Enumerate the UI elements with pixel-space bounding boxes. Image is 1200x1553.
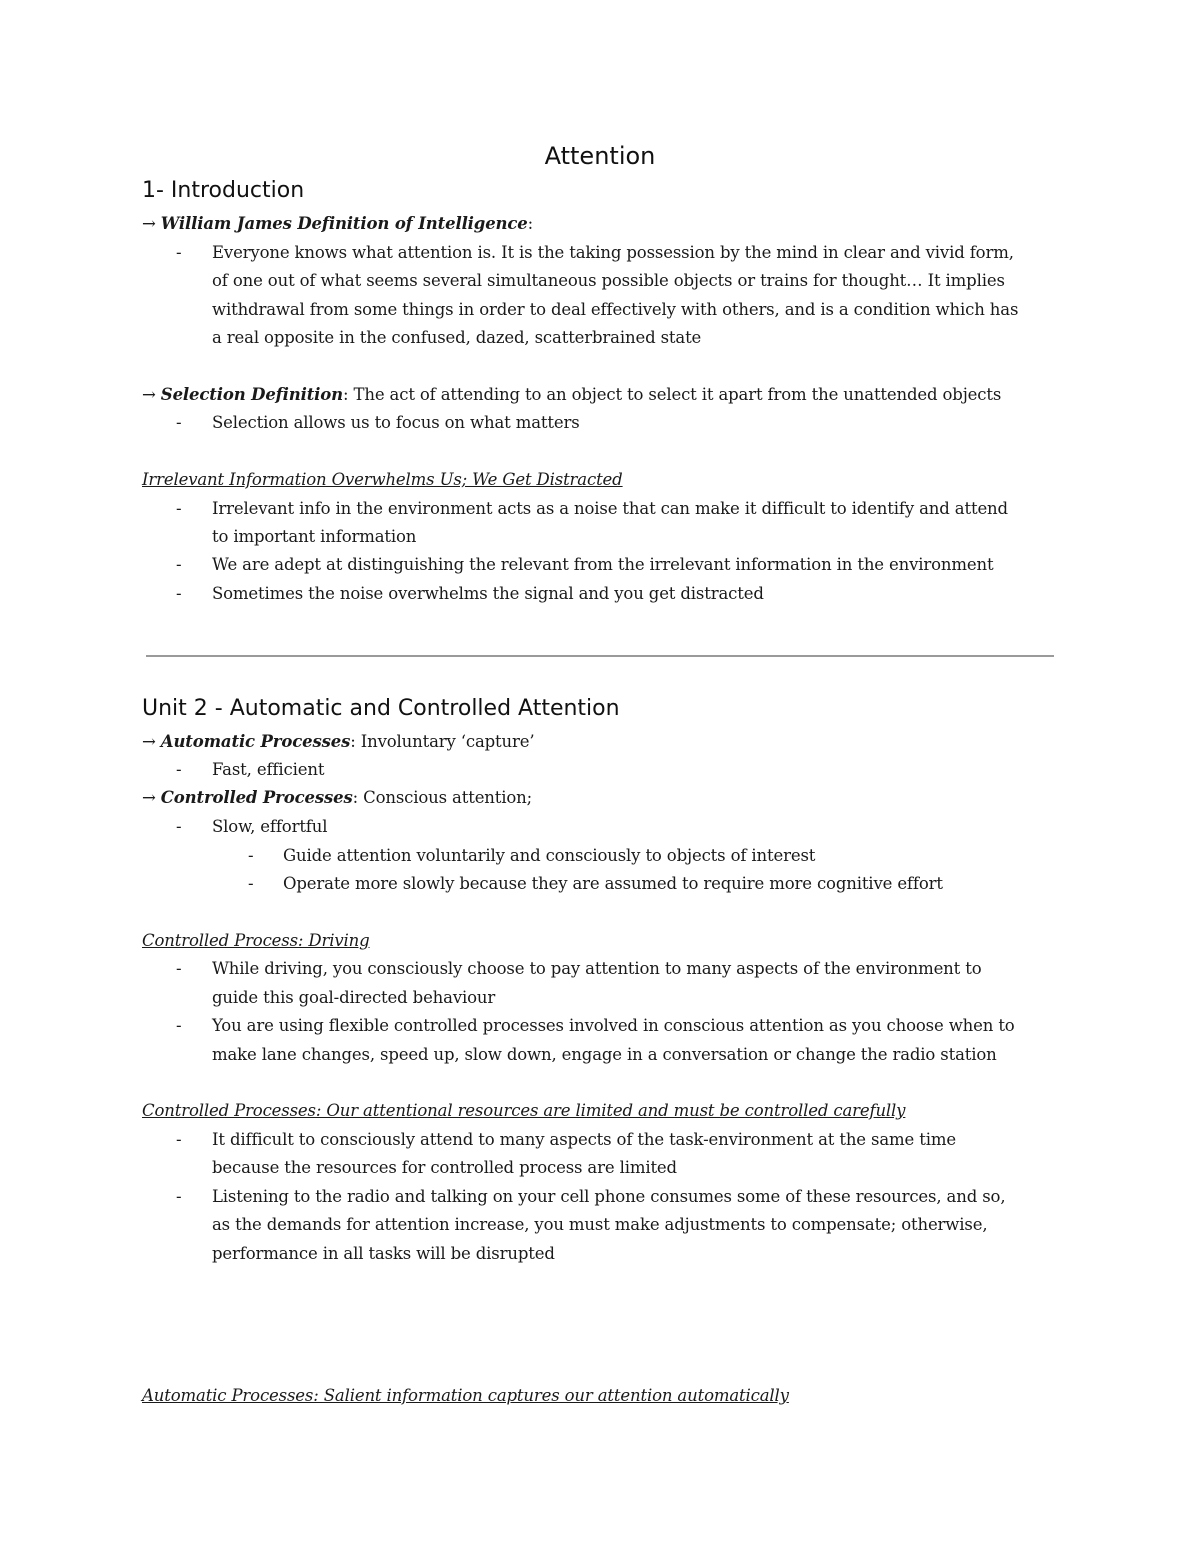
driving-bullet-1-line-1: While driving, you consciously choose to pay attention to many aspects of the environment to bbox=[212, 959, 982, 978]
james-definition-colon: : bbox=[527, 214, 534, 233]
driving-bullet-2-line-2: make lane changes, speed up, slow down, engage in a conversation or change the radio station bbox=[212, 1045, 997, 1064]
irrelevant-info-heading: Irrelevant Information Overwhelms Us; We Get Distracted bbox=[142, 470, 623, 489]
bullet-dash: - bbox=[176, 499, 182, 518]
james-quote-line-3: withdrawal from some things in order to deal effectively with others, and is a condition which has bbox=[212, 300, 1019, 319]
limited-bullet-2-line-1: Listening to the radio and talking on your cell phone consumes some of these resources, and so, bbox=[212, 1187, 1006, 1206]
driving-bullet-2-line-1: You are using flexible controlled processes involved in conscious attention as you choose when to bbox=[212, 1016, 1015, 1035]
automatic-processes-line bbox=[142, 730, 534, 754]
irrelevant-bullet-1-line-2: to important information bbox=[212, 527, 417, 546]
selection-definition-line bbox=[142, 383, 1001, 407]
limited-bullet-2-line-3: performance in all tasks will be disrupted bbox=[212, 1244, 555, 1263]
salient-info-heading: Automatic Processes: Salient information captures our attention automatically bbox=[142, 1386, 789, 1405]
controlled-processes-term: Controlled Processes bbox=[160, 788, 353, 807]
sub-bullet-dash: - bbox=[248, 846, 254, 865]
bullet-dash: - bbox=[176, 413, 182, 432]
bullet-dash: - bbox=[176, 1187, 182, 1206]
bullet-dash: - bbox=[176, 1130, 182, 1149]
controlled-bullet: Slow, effortful bbox=[212, 817, 328, 836]
bullet-dash: - bbox=[176, 243, 182, 262]
selection-definition-term: Selection Definition bbox=[160, 385, 343, 404]
james-quote-line-4: a real opposite in the confused, dazed, scatterbrained state bbox=[212, 328, 702, 347]
bullet-dash: - bbox=[176, 959, 182, 978]
arrow-icon: → bbox=[142, 214, 156, 233]
section-heading-introduction: 1- Introduction bbox=[142, 178, 305, 203]
sub-bullet-dash: - bbox=[248, 874, 254, 893]
james-quote-line-1: Everyone knows what attention is. It is the taking possession by the mind in clear and vivid form, bbox=[212, 243, 1014, 262]
section-heading-unit-2: Unit 2 - Automatic and Controlled Attention bbox=[142, 696, 620, 721]
automatic-bullet: Fast, efficient bbox=[212, 760, 325, 779]
james-definition-line bbox=[142, 212, 533, 236]
bullet-dash: - bbox=[176, 1016, 182, 1035]
james-definition-term: William James Definition of Intelligence bbox=[160, 214, 528, 233]
selection-bullet: Selection allows us to focus on what matters bbox=[212, 413, 580, 432]
controlled-sub-bullet-1: Guide attention voluntarily and consciously to objects of interest bbox=[283, 846, 816, 865]
automatic-processes-term: Automatic Processes bbox=[160, 732, 351, 751]
bullet-dash: - bbox=[176, 760, 182, 779]
james-quote-line-2: of one out of what seems several simultaneous possible objects or trains for thought… It implies bbox=[212, 271, 1005, 290]
arrow-icon: → bbox=[142, 732, 156, 751]
page-title: Attention bbox=[544, 142, 656, 170]
limited-resources-heading: Controlled Processes: Our attentional resources are limited and must be controlled carefully bbox=[142, 1101, 906, 1120]
controlled-sub-bullet-2: Operate more slowly because they are assumed to require more cognitive effort bbox=[283, 874, 943, 893]
arrow-icon: → bbox=[142, 385, 156, 404]
driving-heading: Controlled Process: Driving bbox=[142, 931, 370, 950]
controlled-processes-text: : Conscious attention; bbox=[352, 788, 533, 807]
limited-bullet-1-line-2: because the resources for controlled process are limited bbox=[212, 1158, 677, 1177]
driving-bullet-1-line-2: guide this goal-directed behaviour bbox=[212, 988, 496, 1007]
bullet-dash: - bbox=[176, 555, 182, 574]
bullet-dash: - bbox=[176, 817, 182, 836]
controlled-processes-line bbox=[142, 786, 532, 810]
limited-bullet-1-line-1: It difficult to consciously attend to many aspects of the task-environment at the same time bbox=[212, 1130, 956, 1149]
irrelevant-bullet-2: We are adept at distinguishing the relevant from the irrelevant information in the environment bbox=[212, 555, 994, 574]
limited-bullet-2-line-2: as the demands for attention increase, you must make adjustments to compensate; otherwise, bbox=[212, 1215, 988, 1234]
bullet-dash: - bbox=[176, 584, 182, 603]
irrelevant-bullet-1-line-1: Irrelevant info in the environment acts as a noise that can make it difficult to identify and attend bbox=[212, 499, 1008, 518]
selection-definition-text: : The act of attending to an object to select it apart from the unattended objects bbox=[343, 385, 1002, 404]
arrow-icon: → bbox=[142, 788, 156, 807]
irrelevant-bullet-3: Sometimes the noise overwhelms the signal and you get distracted bbox=[212, 584, 764, 603]
horizontal-divider bbox=[146, 655, 1054, 657]
automatic-processes-text: : Involuntary ‘capture’ bbox=[350, 732, 535, 751]
